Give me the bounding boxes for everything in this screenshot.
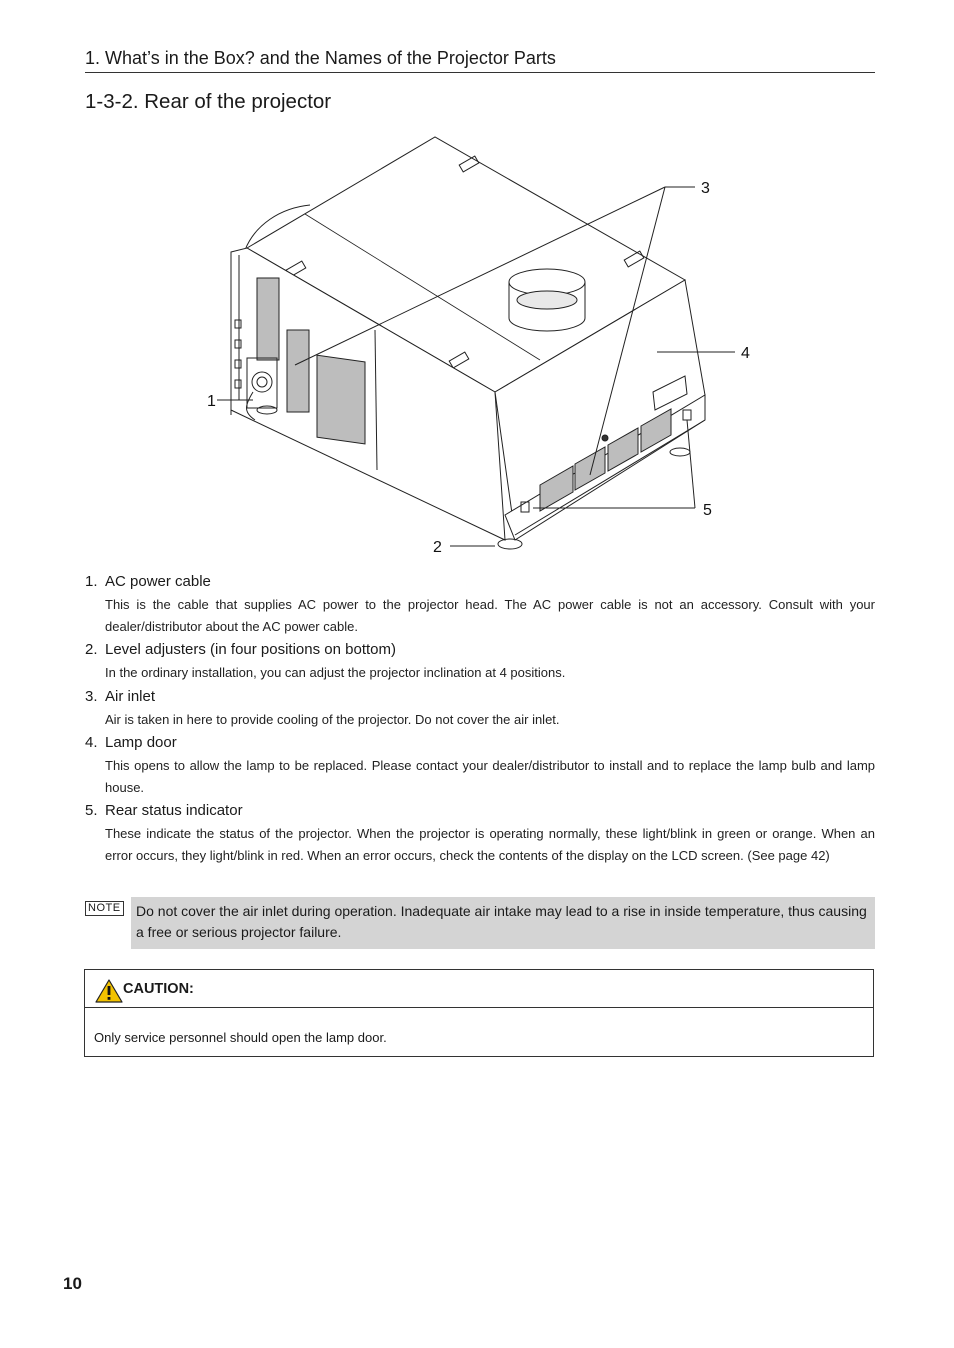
projector-rear-drawing: [195, 130, 755, 560]
callout-3: 3: [701, 180, 710, 197]
page-number: 10: [63, 1274, 82, 1293]
part-item: [85, 801, 875, 866]
part-title: 5. Rear status indicator: [85, 802, 243, 819]
part-item: [85, 687, 875, 731]
part-title: 4. Lamp door: [85, 734, 177, 751]
note-box: [85, 897, 875, 949]
callout-2: 2: [433, 539, 442, 556]
part-description: This is the cable that supplies AC power to the projector head. The AC power cable is not an accessory. Consult with your dealer/distributor about the AC power cable.: [105, 597, 875, 634]
part-title: 2. Level adjusters (in four positions on bottom): [85, 641, 396, 658]
part-description: This opens to allow the lamp to be replaced. Please contact your dealer/distributor to install and to replace the lamp bulb and lamp house.: [105, 758, 875, 795]
callout-5: 5: [703, 502, 712, 519]
parts-list: [85, 572, 875, 869]
projector-rear-illustration: [195, 130, 755, 560]
section-header: 1. What’s in the Box? and the Names of the Projector Parts: [85, 48, 875, 73]
callout-4: 4: [741, 345, 750, 362]
part-description: These indicate the status of the projector. When the projector is operating normally, these light/blink in green or orange. When an error occurs, they light/blink in red. When an error occurs, check the contents of the display on the LCD screen. (See page 42): [105, 826, 875, 863]
part-title: 1. AC power cable: [85, 573, 211, 590]
caution-title: CAUTION:: [123, 981, 194, 997]
page-heading: 1-3-2. Rear of the projector: [85, 90, 332, 113]
caution-header: [85, 970, 873, 1008]
callout-1: 1: [207, 393, 216, 410]
part-description: In the ordinary installation, you can adjust the projector inclination at 4 positions.: [105, 665, 566, 680]
part-item: [85, 733, 875, 798]
note-text: Do not cover the air inlet during operation. Inadequate air intake may lead to a rise in inside temperature, thus causing a free or serious projector failure.: [131, 897, 875, 949]
part-item: [85, 572, 875, 637]
warning-triangle-icon: [95, 979, 123, 1003]
caution-text: Only service personnel should open the lamp door.: [94, 1030, 387, 1045]
part-description: Air is taken in here to provide cooling of the projector. Do not cover the air inlet.: [105, 711, 560, 727]
note-label: NOTE: [85, 901, 124, 916]
part-title: 3. Air inlet: [85, 687, 156, 705]
part-item: [85, 640, 875, 684]
caution-box: [84, 969, 874, 1057]
